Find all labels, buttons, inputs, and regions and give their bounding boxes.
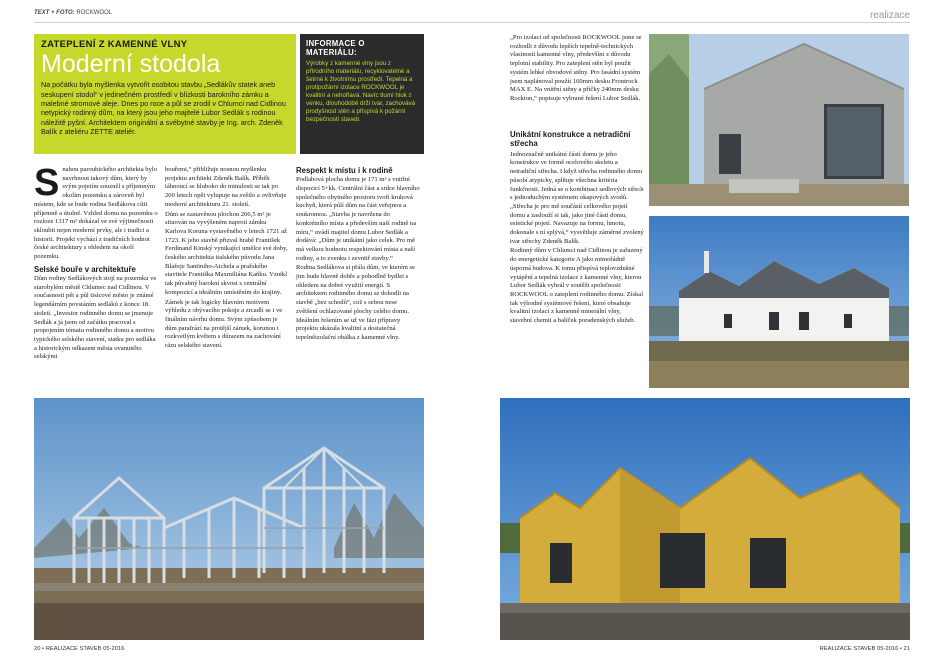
steel-frame-photo bbox=[34, 398, 424, 640]
right-page bbox=[470, 0, 940, 664]
photo-credit bbox=[34, 10, 112, 16]
text-column-3 bbox=[296, 166, 420, 344]
paragraph: Podlahová plocha domu je 171 m² s vnitřní dispozicí 5+kk. Centrální část a srdce hlavního společného obytného prostoru tvoří kruhová kuchyň, která půlí dům na část veřejnou a soukromou. „Stavba je navržena do konkrétního místa a především naší rodině na míru,“ uvádí majitel domu Lubor Sedlák a dodává: „Dům je unikátní jako celek. Pro mě má velkou hodnotu respektování místa a naší rodiny, a to zvenku i zevnitř stavby.“ bbox=[296, 176, 420, 262]
info-box-text: Výrobky z kamenné vlny jsou z přírodního materiálu, recyklovatelné a šetrné k životnímu prostředí. Tepelná a protipožární izolace ROCKWOOL je kvalitní a nehořlavá. Navíc tlumí hluk z venku, dlouhodobě drží tvar, zachovává prodyšnost stěn a přispívá k požární bezpečnosti staveb. bbox=[306, 60, 416, 124]
folio-right: REALIZACE STAVEB 05-2016 • 21 bbox=[819, 646, 910, 652]
paragraph: Rodina Sedlákova si přála dům, ve kterém se jim bude hlavně dobře a pohodlně bydlet s ohledem na dobré využití energií. S architektem rodinného domu se dohodli na stavbě „bez schodů“, což s sebou nese zvětšení ochlazované plochy celého domu. Ideálním řešením se už ve fázi přípravy projektu ukázala kvalitní a dostatečná tepelněizolační obálka z kamenné vlny. bbox=[296, 264, 416, 341]
drop-cap: S bbox=[34, 162, 60, 204]
folio-left: 20 • REALIZACE STAVEB 05-2016 bbox=[34, 646, 125, 652]
paragraph: Zámek je tak logicky hlavním motivem výhledu z obývacího pokoje a zrcadlí se i ve finálním návrhu domu. Svým způsobem je dům parafrází na protější zámek, korunou i rozkvetlým květem s důrazem na zachování rázu selského stavení. bbox=[165, 298, 283, 350]
subheading: Unikátní konstrukce a netradiční střecha bbox=[510, 130, 631, 149]
right-text-bottom bbox=[510, 126, 644, 327]
paragraph: bouřemi,“ přibližuje nosnou myšlenku projektu architekt Zdeněk Balík. Příběh táhnoucí se hluboko do minulosti se tak po 200 letech opět vylupuje na světlo a ovlivňuje moderní architekturu 21. století. bbox=[165, 166, 287, 208]
article-intro: Na počátku byla myšlenka vytvořit osobitou stavbu „Sedlákův statek aneb seskupení stodol“ v jedinečném prostředí v blízkosti barokního zámku a malebné stromové aleje. Dnes po roce a půl se zrodil v Chlumci nad Cidlinou netypický rodinný dům, na který jsou jeho majitelé Lubor Sedlák s rodinou náležitě pyšní. Architektem originální a svébytné stavby je Ing. arch. Zdeněk Balík z ateliéru ZETTE ateliér. bbox=[41, 80, 286, 137]
text-column-1 bbox=[34, 162, 158, 363]
paragraph: „Pro izolaci od společnosti ROCKWOOL jsme se rozhodli z důvodu lepších tepelně-technických vlastností kamenné vlny, především z důvodu teplotní stability. Pro zateplení stěn byl použit systém lehké obvodové stěny. Pro fasádní systém jsem naplánoval použít 160mm desku Frontrock MAX E. Na vnitřní stěny a příčky 240mm desku Rockton,“ popisuje vybrané řešení Lubor Sedlák. bbox=[510, 34, 642, 102]
text-column-2 bbox=[165, 166, 289, 352]
paragraph: Dům se zastavěnou plochou 206,5 m² je situován na vyvýšeném naproti zámku Karlova Koruna vystavěného v letech 1721 až 1723. K jeho stavbě přizval hrabě František Ferdinand Kinský vynikající umělce své doby, českého architekta italského původu Jana Blažeje Santiniho-Aichela a pražského stavitele Františka Maxmiliána Kaňku. Vznikl tak půvabný barokní skvost s centrální kompozicí a ideálním umístěním do krajiny. bbox=[165, 210, 288, 296]
gray-house-photo bbox=[649, 34, 909, 206]
paragraph: Jednoznačně unikátní částí domu je jeho konstrukce ve formě ocelového skeletu a netradiční střecha. I když střecha rodinného domu působí atypicky, splňuje všechna kritéria funkčnosti. Jedná se o kombinaci sedlových střech s jednoduchým systémem okapových svodů. „Střecha je pro mě součástí celkového pojetí domu a zaslouží si tak, jako jiné části domu, estetické pojetí. Navazuje na formu, hmotu, dokonale s ní splývá,“ vysvětluje záměrné zvolený tvar střechy Zdeněk Balík. bbox=[510, 150, 644, 245]
section-tag: realizace bbox=[869, 10, 910, 21]
credit-value: ROCKWOOL bbox=[76, 10, 113, 16]
subheading: Selské bouře v architektuře bbox=[34, 264, 136, 274]
article-kicker: ZATEPLENÍ Z KAMENNÉ VLNY bbox=[41, 39, 188, 50]
paragraph: Dům rodiny Sedlákových stojí na pozemku ve starobylém městě Chlumec nad Cidlinou. V současnosti pět a půl tisícové město je známé legendárním povstáním sedláků z konce 18. století. „Investor rodinného domu se jmenuje Sedlák a já jsem od začátku pracoval s propojením tématu rodinného domu a motivu typického selského stavení, statku pro sedláka a historickým odkazem města ovanutého selskými bbox=[34, 275, 157, 361]
credit-label: TEXT + FOTO: bbox=[34, 10, 75, 16]
osb-house-photo bbox=[500, 398, 910, 640]
material-info-box bbox=[300, 34, 424, 154]
info-box-title: INFORMACE O MATERIÁLU: bbox=[306, 39, 365, 57]
top-rule bbox=[34, 22, 470, 23]
top-rule bbox=[470, 22, 910, 23]
paragraph: Snahou paroubického architekta bylo navrhnout takový dům, který by svým pojetím souzněl s příjemným okolím pozemku a zároveň byl místem, kde se bude rodina Sedlákova cítit příjemně a útulně. Vzhled domu na pozemku o rozloze 1317 m² dokázal ve své výjimečnosti skloubit nejen moderní prvky, ale i tradici a historii. Projekt vychází z tradičních hodnot české architektury s ohledem na okolí pozemku. bbox=[34, 162, 158, 261]
article-headline: Moderní stodola bbox=[41, 50, 221, 78]
right-text-top bbox=[510, 34, 644, 105]
subheading: Respekt k místu i k rodině bbox=[296, 166, 393, 175]
intro-box bbox=[34, 34, 296, 154]
paragraph: Rodinný dům v Chlumci nad Cidlinou je zařazený do energetické kategorie A jako mimořádně úsporná budova. K tomu přispívá teplovzdušné vytápění a tepelná izolace z kamenné vlny, kterou Lubor Sedlák vyhrál v soutěži společnosti ROCKWOOL o zateplení rodinného domu. Získal tak výhodné systémové řešení, které obsahuje kvalitní izolaci z kamenné minerální vlny, stavební chemii a balíček poradenských služeb. bbox=[510, 247, 644, 325]
white-house-photo bbox=[649, 216, 909, 388]
